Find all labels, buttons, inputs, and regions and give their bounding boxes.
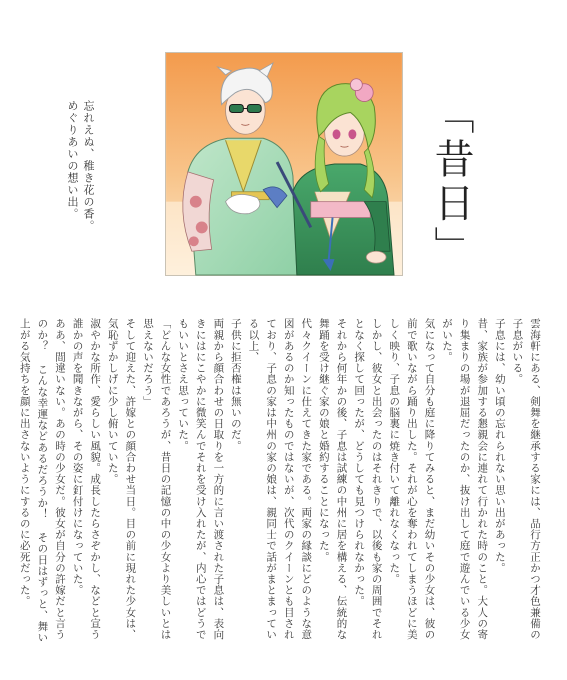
paragraph: 両親から顔合わせの日取りを一方的に言い渡された子息は、表向きにはにこやかに微笑んでそれを受け入れたが、内心ではどうでもいいとさえ思っていた。 — [177, 318, 225, 640]
paragraph: しかし、彼女と出会ったのはそれきりで、以後も家の周囲でそれとなく探して回ったが、どうしても見つけられなかった。 — [353, 318, 383, 640]
story-text — [18, 318, 543, 648]
paragraph: 「どんな女性であろうが、昔日の記憶の中の少女より美しいとは思えないだろう」 — [141, 318, 172, 640]
illustration — [165, 52, 403, 276]
paragraph: 淑やかな所作、愛らしい風貌。成長したらさぞかし、などと宣う誰かの声を聞きながら、その姿に釘付けになっていた。 — [71, 318, 102, 640]
page-title: 「昔日」 — [428, 94, 474, 270]
caption-line-1: 忘れえぬ、稚き花の香。 — [82, 100, 95, 232]
paragraph: ああ、間違いない。あの時の少女だ。彼女が自分の許嫁だと言うのか？ こんな幸運などあるだろうか！ その日はずっと、舞い上がる気持ちを顔に出さないようにするのに必死だった。 — [18, 318, 66, 643]
paragraph: 代々クイーンに仕えてきた家である。両家の縁談にどのような意図があるのか知ったものではないが、次代のクイーンとも目されており、子息の家は中州の家の娘は、親同士で話がまとまっている以上、 — [247, 318, 313, 640]
illustration-art — [166, 53, 402, 275]
paragraph: そして迎えた、許嫁との顔合わせ当日。目の前に現れた少女は、気恥ずかしげに少し俯いていた。 — [106, 318, 137, 640]
paragraph: 子供に拒否権は無いのだ。 — [229, 318, 242, 452]
paragraph: 雲海軒にある、剣舞を継承する家には、品行方正かつ才色兼備の子息がいる。 — [511, 318, 541, 640]
paragraph: 昔、家族が参加する懇親会に連れて行かれた時のこと。大人の寄り集まりの場が退屈だったのか、抜け出して庭で遊んでいる少女がいた。 — [441, 318, 489, 640]
paragraph: それから何年かの後、子息は試練の中州に居を構える、伝統的な舞踊を受け継ぐ家の娘と婚約することになった。 — [317, 318, 348, 640]
paragraph: 気になって自分も庭に降りてみると、まだ幼いその少女は、彼の前で歌いながら踊り出した。それが心を奪われてしまうほどに美しく映り、子息の脳裏に焼き付いて離れなくなった。 — [388, 318, 436, 640]
paragraph: 子息には、幼い頃の忘れられない思い出があった。 — [493, 318, 506, 574]
caption-line-2: めぐりあいの想い出。 — [66, 100, 79, 220]
caption — [64, 100, 96, 232]
